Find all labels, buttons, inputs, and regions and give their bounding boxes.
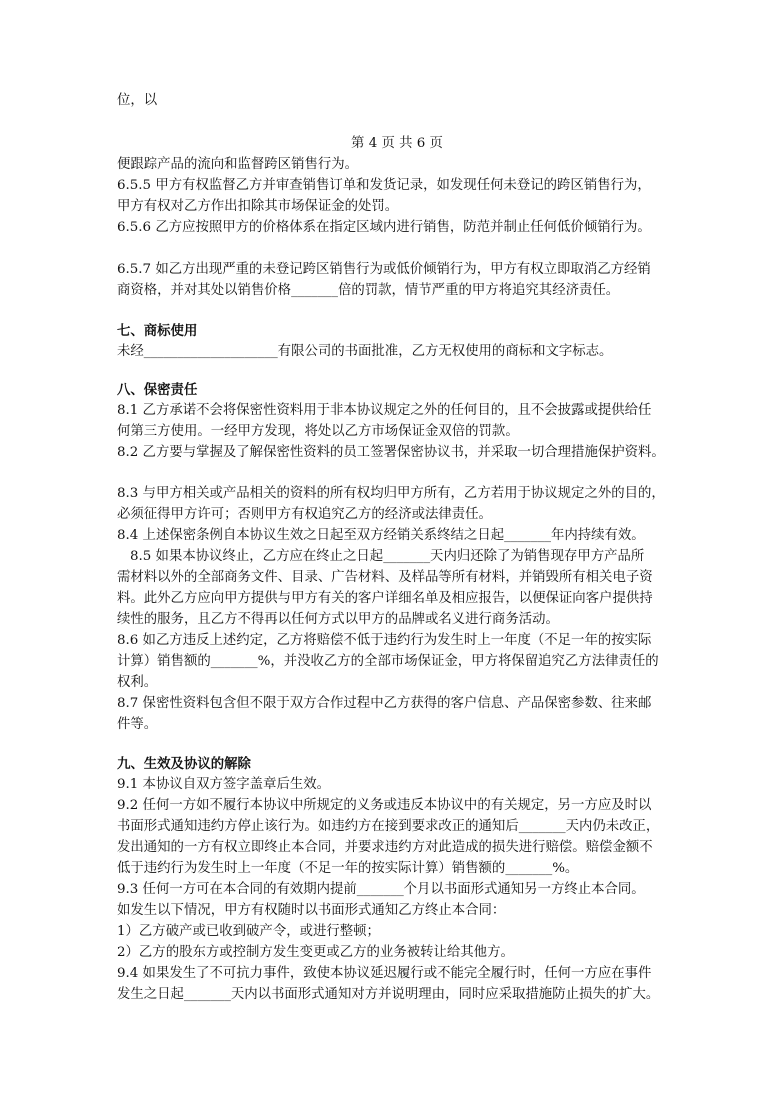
clause-6-5-6: 6.5.6 乙方应按照甲方的价格体系在指定区域内进行销售，防范并制止任何低价倾销行为。 <box>117 220 651 235</box>
clause-8-6: 8.6 如乙方违反上述约定，乙方将赔偿不低于违约行为发生时上一年度（不足一年的按实际 <box>117 633 652 648</box>
clause-9-1: 9.1 本协议自双方签字盖章后生效。 <box>117 777 331 792</box>
clause-8-1: 8.1 乙方承诺不会将保密性资料用于非本协议规定之外的任何目的，且不会披露或提供给任 <box>117 403 652 418</box>
clause-9-4: 9.4 如果发生了不可抗力事件，致使本协议延迟履行或不能完全履行时，任何一方应在事件 <box>117 966 652 981</box>
paragraph-line: 未经____________________有限公司的书面批准，乙方无权使用的商标和文字标志。 <box>117 344 613 359</box>
paragraph-line: 商资格，并对其处以销售价格_______倍的罚款，情节严重的甲方将追究其经济责任。 <box>117 283 620 298</box>
paragraph-line: 续性的服务，且乙方不得再以任何方式以甲方的品牌或名义进行商务活动。 <box>117 612 559 627</box>
section-heading-confidentiality: 八、保密责任 <box>117 382 198 398</box>
clause-8-4: 8.4 上述保密条例自本协议生效之日起至双方经销关系终结之日起_______年内持续有效。 <box>117 528 645 543</box>
paragraph-line: 甲方有权对乙方作出扣除其市场保证金的处罚。 <box>117 199 399 214</box>
paragraph-line: 书面形式通知违约方停止该行为。如违约方在接到要求改正的通知后_______天内仍未改正， <box>117 819 660 834</box>
clause-6-5-7: 6.5.7 如乙方出现严重的未登记跨区销售行为或低价倾销行为，甲方有权立即取消乙方经销 <box>117 262 651 277</box>
paragraph-line: 低于违约行为发生时上一年度（不足一年的按实际计算）销售额的_______%。 <box>117 861 579 876</box>
paragraph-line: 计算）销售额的_______%，并没收乙方的全部市场保证金，甲方将保留追究乙方法律责任的 <box>117 654 659 669</box>
list-item: 2）乙方的股东方或控制方发生变更或乙方的业务被转让给其他方。 <box>117 945 514 960</box>
clause-9-3: 9.3 任何一方可在本合同的有效期内提前_______个月以书面形式通知另一方终止本合同。 <box>117 882 645 897</box>
paragraph-line: 需材料以外的全部商务文件、目录、广告材料、及样品等所有材料，并销毁所有相关电子资 <box>117 570 653 585</box>
clause-8-2: 8.2 乙方要与掌握及了解保密性资料的员工签署保密协议书，并采取一切合理措施保护资料。 <box>117 445 665 460</box>
paragraph-line: 如发生以下情况，甲方有权随时以书面形式通知乙方终止本合同： <box>117 903 506 918</box>
clause-8-3: 8.3 与甲方相关或产品相关的资料的所有权均归甲方所有，乙方若用于协议规定之外的目的， <box>117 486 665 501</box>
paragraph-line: 料。此外乙方应向甲方提供与甲方有关的客户详细名单及相应报告，以便保证向客户提供持 <box>117 591 653 606</box>
clause-6-5-5: 6.5.5 甲方有权监督乙方并审查销售订单和发货记录，如发现任何未登记的跨区销售行为， <box>117 178 651 193</box>
clause-8-7: 8.7 保密性资料包含但不限于双方合作过程中乙方获得的客户信息、产品保密参数、往来邮 <box>117 696 652 711</box>
top-fragment: 位，以 <box>117 93 158 108</box>
paragraph-line: 何第三方使用。一经甲方发现，将处以乙方市场保证金双倍的罚款。 <box>117 424 519 439</box>
paragraph-line: 发生之日起_______天内以书面形式通知对方并说明理由，同时应采取措施防止损失的扩大。 <box>117 987 660 1002</box>
paragraph-line: 必须征得甲方许可；否则甲方有权追究乙方的经济或法律责任。 <box>117 507 492 522</box>
paragraph-line: 件等。 <box>117 717 158 732</box>
clause-9-2: 9.2 任何一方如不履行本协议中所规定的义务或违反本协议中的有关规定，另一方应及时以 <box>117 798 652 813</box>
section-heading-trademark: 七、商标使用 <box>117 323 198 339</box>
paragraph-line: 便跟踪产品的流向和监督跨区销售行为。 <box>117 157 359 172</box>
paragraph-line: 权利。 <box>117 675 158 690</box>
clause-8-5: 8.5 如果本协议终止，乙方应在终止之日起_______天内归还除了为销售现存甲方产品所 <box>130 549 645 564</box>
page-number: 第 4 页 共 6 页 <box>351 136 443 151</box>
list-item: 1）乙方破产或已收到破产令，或进行整顿； <box>117 924 380 939</box>
section-heading-termination: 九、生效及协议的解除 <box>117 756 251 772</box>
paragraph-line: 发出通知的一方有权立即终止本合同，并要求违约方对此造成的损失进行赔偿。赔偿金额不 <box>117 840 653 855</box>
